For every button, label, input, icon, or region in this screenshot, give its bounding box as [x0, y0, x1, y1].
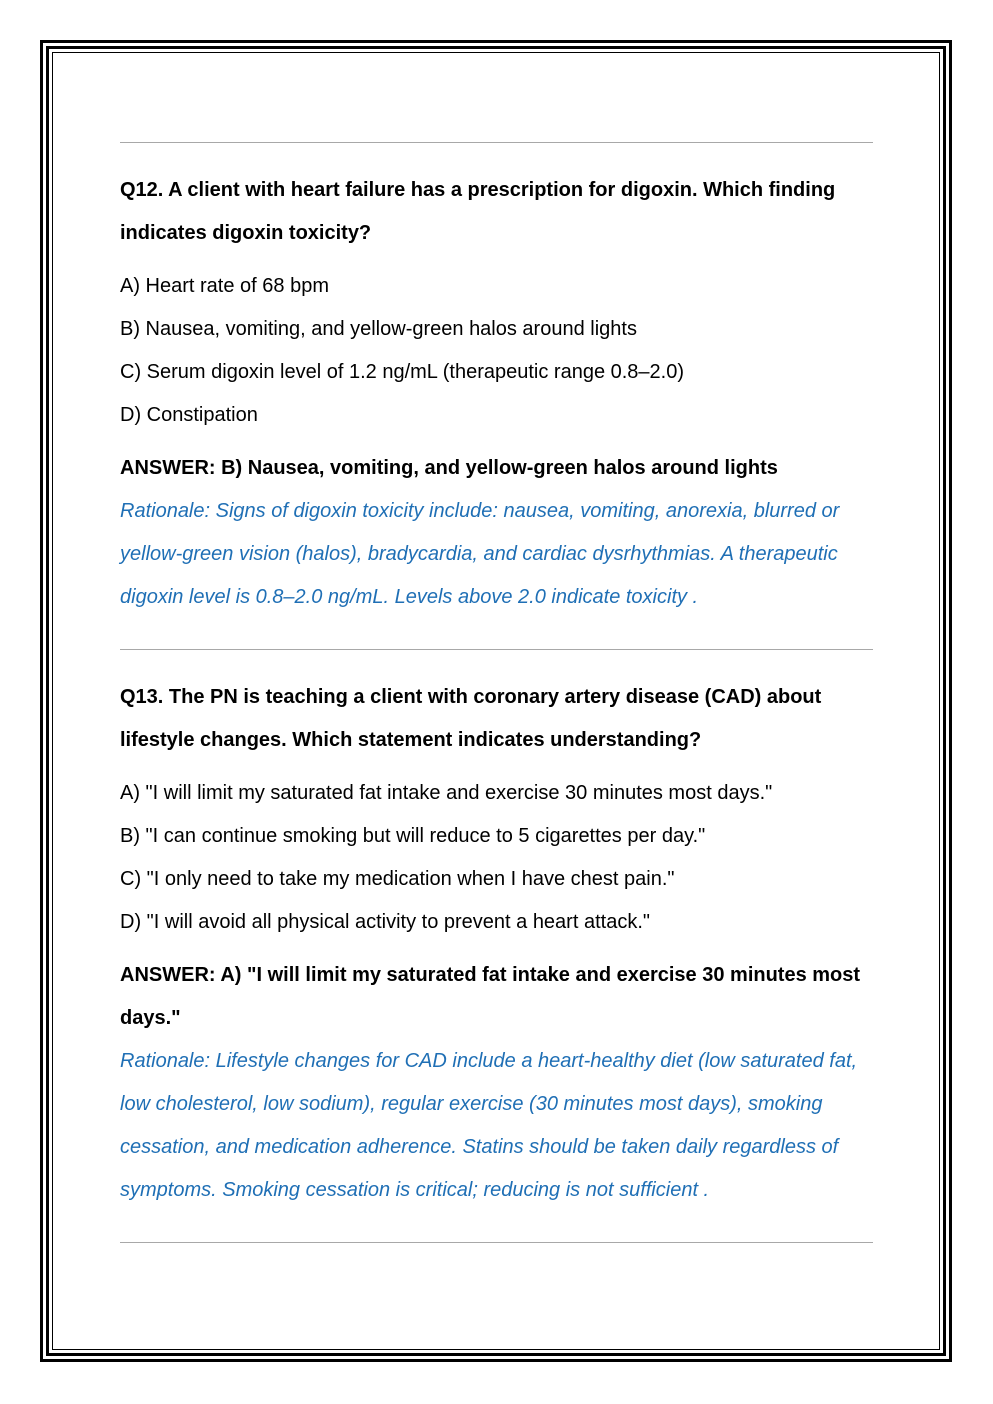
option-a: A) "I will limit my saturated fat intake and exercise 30 minutes most days.": [120, 782, 773, 804]
option-b: B) "I can continue smoking but will reduce to 5 cigarettes per day.": [120, 825, 706, 847]
page-content: [120, 142, 873, 1243]
option-d: D) "I will avoid all physical activity to prevent a heart attack.": [120, 911, 650, 933]
answer-line: ANSWER: A) "I will limit my saturated fat intake and exercise 30 minutes most days.": [120, 964, 861, 1029]
rationale-text: Rationale: Lifestyle changes for CAD include a heart-healthy diet (low saturated fat, low cholesterol, low sodium), regular exercise (30 minutes most days), smoking cessation, and medication adherence. Statins should be taken daily regardless of symptoms. Smoking cessation is critical; reducing is not sufficient .: [120, 1050, 858, 1201]
option-c: C) "I only need to take my medication when I have chest pain.": [120, 868, 675, 890]
question-prompt: Q12. A client with heart failure has a prescription for digoxin. Which finding indicates digoxin toxicity?: [120, 179, 836, 244]
answer-options: [120, 265, 873, 437]
answer-line: ANSWER: B) Nausea, vomiting, and yellow-green halos around lights: [120, 457, 778, 479]
question-block-q12: [120, 169, 873, 619]
divider-bottom: [120, 1242, 873, 1243]
option-d: D) Constipation: [120, 404, 258, 426]
divider-middle: [120, 649, 873, 650]
option-a: A) Heart rate of 68 bpm: [120, 275, 329, 297]
question-block-q13: [120, 676, 873, 1212]
answer-options: [120, 772, 873, 944]
option-c: C) Serum digoxin level of 1.2 ng/mL (therapeutic range 0.8–2.0): [120, 361, 685, 383]
rationale-text: Rationale: Signs of digoxin toxicity include: nausea, vomiting, anorexia, blurred or yellow-green vision (halos), bradycardia, and cardiac dysrhythmias. A therapeutic digoxin level is 0.8–2.0 ng/mL. Levels above 2.0 indicate toxicity .: [120, 500, 840, 608]
question-prompt: Q13. The PN is teaching a client with coronary artery disease (CAD) about lifestyle changes. Which statement indicates understanding?: [120, 686, 822, 751]
divider-top: [120, 142, 873, 143]
option-b: B) Nausea, vomiting, and yellow-green halos around lights: [120, 318, 637, 340]
